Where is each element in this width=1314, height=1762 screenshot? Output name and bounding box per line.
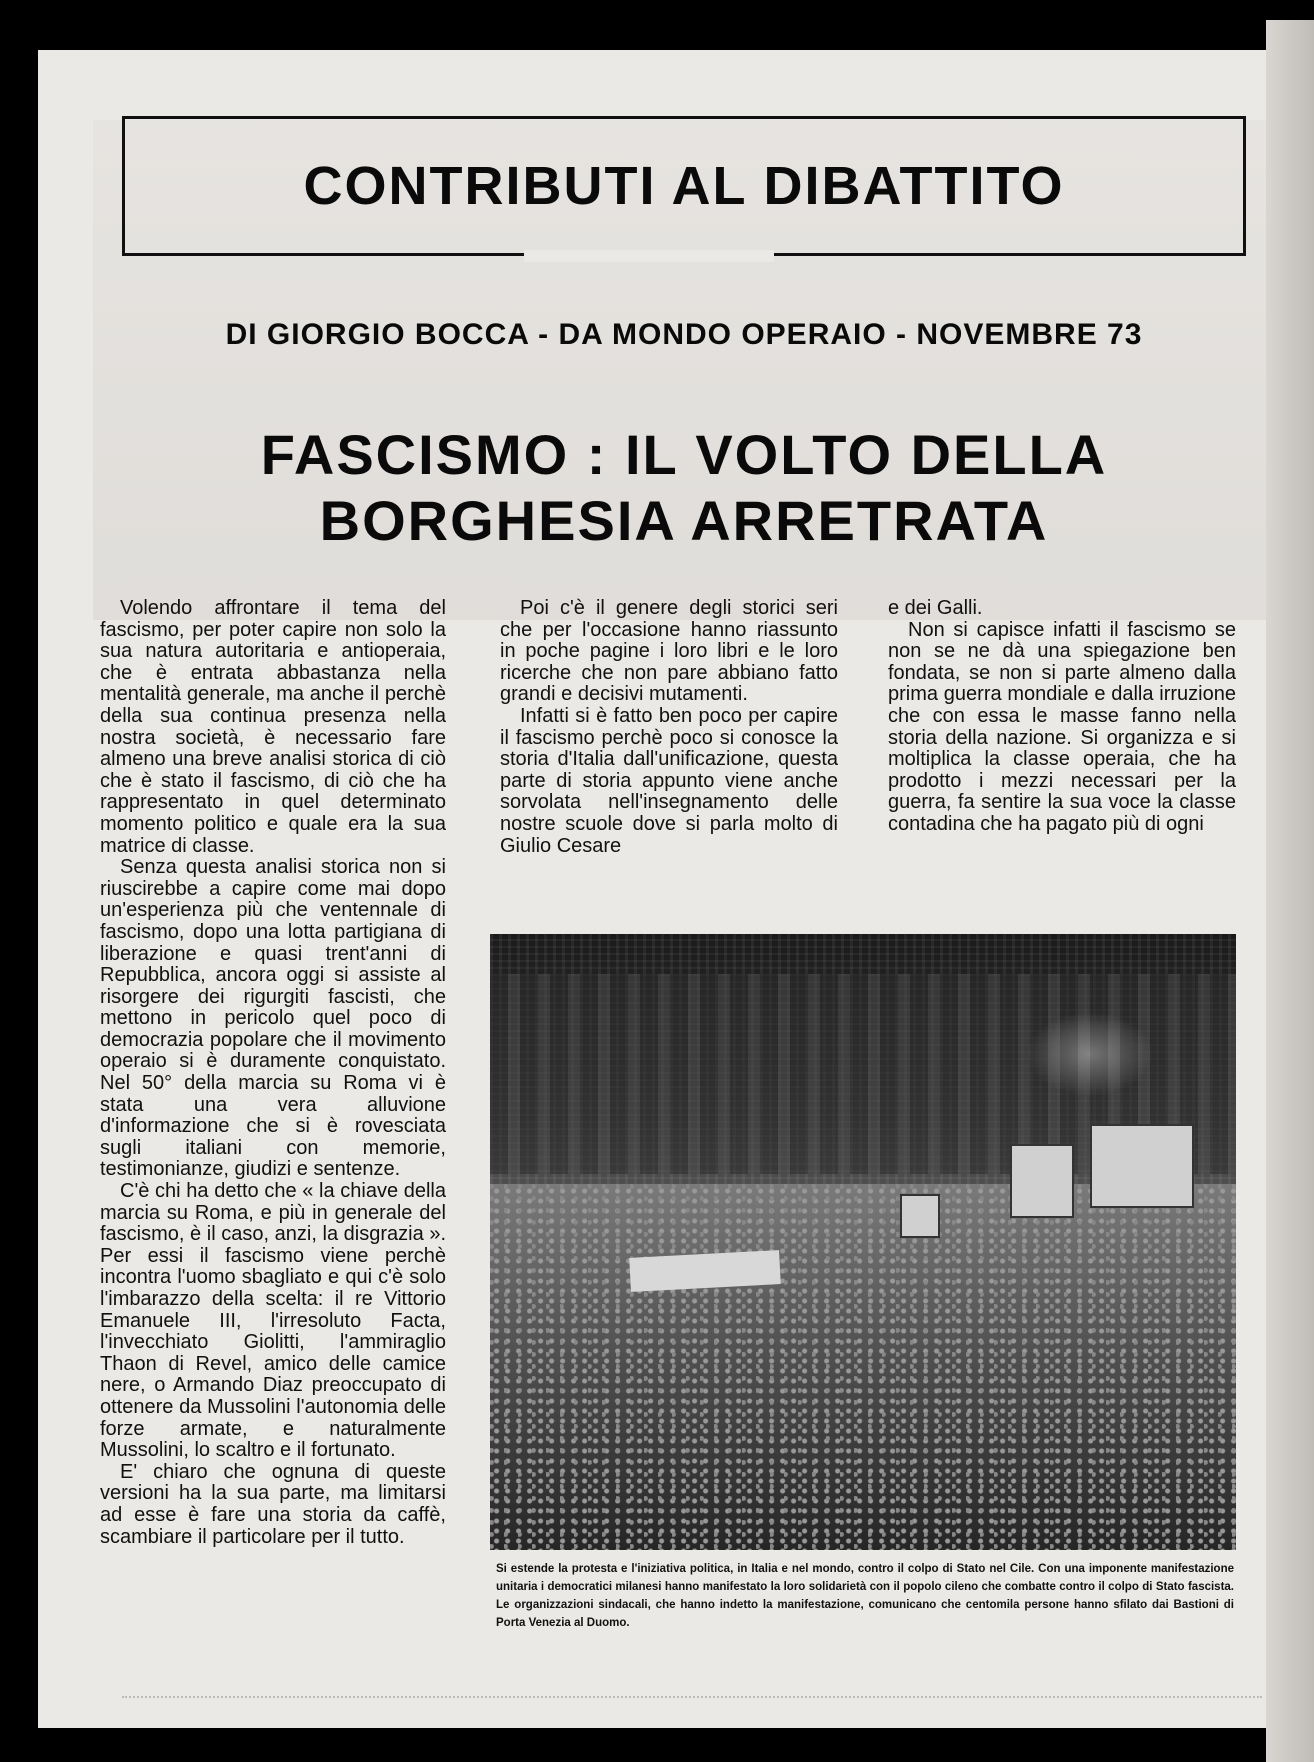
paragraph: Non si capisce infatti il fascismo se non se ne dà una spiegazione ben fondata, se non si parte almeno dalla prima guerra mondiale e dalla irruzione che con essa le masse fanno nella storia della nazione. Si organizza e si moltiplica la classe operaia, che ha prodotto i mezzi necessari per la guerra, fa sentire la sua voce la classe contadina che ha pagato più di ogni [888,618,1236,835]
paragraph: Poi c'è il genere degli storici seri che per l'occasione hanno riassunto in poche pagine i loro libri e le loro ricerche che non pare abbiano fatto grandi e decisivi mutamenti. [500,597,838,706]
paragraph: Senza questa analisi storica non si riuscirebbe a capire come mai dopo un'esperienza più che ventennale di fascismo, dopo una lotta partigiana di liberazione e quasi trent'anni di Repubblica, ancora oggi si assiste al risorgere dei rigurgiti fascisti, che mettono in pericolo quel poco di democrazia popolare che il movimento operaio si è duramente conquistato. Nel 50° della marcia su Roma vi è stata una vera alluvione d'informazione che si è rovesciata sugli italiani con memorie, testimonianze, giudizi e sentenze. [100,856,446,1181]
page-edge [1266,20,1314,1762]
paragraph: e dei Galli. [888,597,983,619]
article-column-2 [500,598,838,857]
photo-protest-sign [1010,1144,1074,1218]
section-banner [122,116,1246,256]
photo-protest-sign [1090,1124,1194,1208]
banner-frame-gap [524,250,774,262]
article-column-3 [888,598,1236,836]
headline-line-2: BORGHESIA ARRETRATA [319,489,1049,552]
paragraph: E' chiaro che ognuna di queste versioni ha la sua parte, ma limitarsi ad esse è fare una storia da caffè, scambiare il particolare per il tutto. [100,1460,446,1548]
magazine-page [38,50,1266,1728]
paragraph: Infatti si è fatto ben poco per capire il fascismo perchè poco si conosce la storia d'Italia dall'unificazione, questa parte di storia appunto viene anche sorvolata nell'insegnamento delle nostre scuole dove si parla molto di Giulio Cesare [500,704,838,857]
paragraph: Volendo affrontare il tema del fascismo, per poter capire non solo la sua natura autoritaria e antioperaia, che è entrata abbastanza nella mentalità generale, ma anche il perchè della sua continua presenza nella nostra società, è necessario fare almeno una breve analisi storica di ciò che è stato il fascismo, di ciò che ha rappresentato in quel determinato momento politico e quale era la sua matrice di classe. [100,597,446,857]
paragraph: C'è chi ha detto che « la chiave della marcia su Roma, e più in generale del fascismo, è il caso, anzi, la disgrazia ». Per essi il fascismo viene perchè incontra l'uomo sbagliato e qui c'è solo l'imbarazzo della scelta: il re Vittorio Emanuele III, l'irresoluto Facta, l'invecchiato Giolitti, l'ammiraglio Thaon di Revel, amico delle camice nere, o Armando Diaz preoccupato di ottenere da Mussolini l'autonomia delle forze armate, e naturalmente Mussolini, lo scaltro e il fortunato. [100,1180,446,1462]
headline [122,422,1246,554]
headline-line-1: FASCISMO : IL VOLTO DELLA [260,423,1108,486]
photo-protest-sign [900,1194,940,1238]
photo-crowd [490,1184,1236,1550]
bottom-dotted-rule [122,1696,1262,1699]
photo-caption: Si estende la protesta e l'iniziativa politica, in Italia e nel mondo, contro il colpo di Stato nel Cile. Con una imponente manifestazione unitaria i democratici milanesi hanno manifestato la loro solidarietà con il popolo cileno che combatte contro il colpo di Stato fascista. Le organizzazioni sindacali, che hanno indetto la manifestazione, comunicano che centomila persone hanno sfilato dai Bastioni di Porta Venezia al Duomo. [496,1563,1234,1629]
demonstration-photo [490,934,1236,1550]
article-column-1 [100,598,446,1548]
section-title: CONTRIBUTI AL DIBATTITO [303,156,1065,216]
byline: DI GIORGIO BOCCA - DA MONDO OPERAIO - NOVEMBRE 73 [225,318,1143,351]
